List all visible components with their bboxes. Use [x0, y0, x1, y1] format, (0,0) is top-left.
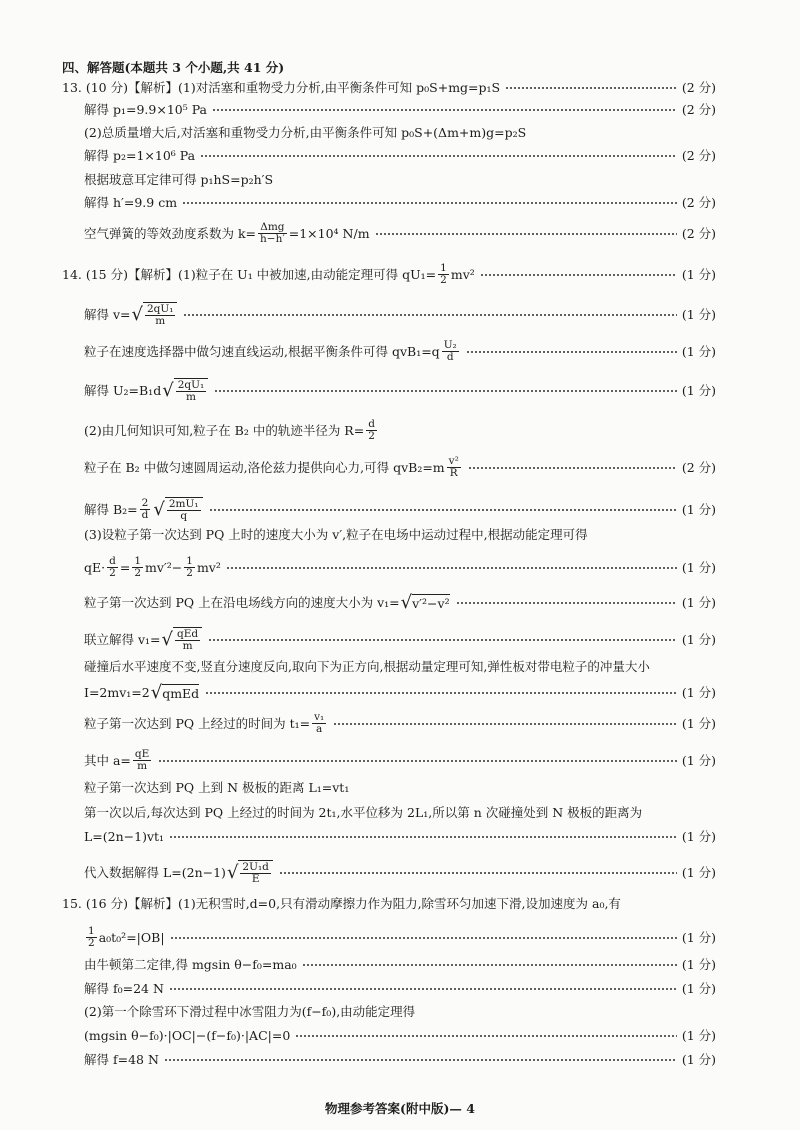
leader-dots: [169, 836, 677, 838]
fraction: $\frac{1}{2}$: [186, 555, 193, 579]
leader-dots: [468, 467, 677, 469]
fraction: $\frac{\text{U₂}}{d}$: [443, 339, 457, 363]
leader-dots: [212, 109, 677, 111]
q13-line: 解得 p₂=1×10⁶ Pa (2 分): [84, 148, 716, 163]
sqrt-expression: √ qmEd: [150, 682, 200, 703]
leader-dots: [214, 390, 677, 392]
leader-dots: [466, 351, 677, 353]
q14-line: 粒子第一次达到 PQ 上经过的时间为 t₁= $\frac{\text{v₁}}{a}$ (1 分): [84, 711, 716, 735]
leader-dots: [183, 314, 676, 316]
fraction: $\frac{d}{2}$: [109, 555, 116, 579]
q13-line: (2)总质量增大后,对活塞和重物受力分析,由平衡条件可知 p₀S+(Δm+m)g=p₂S: [84, 125, 527, 140]
q14-line: 其中 a= $\frac{qE}{m}$ (1 分): [84, 748, 716, 772]
leader-dots: [302, 964, 677, 966]
sqrt-expression: √ $\frac{\text{2U₁d}}{E}$: [227, 860, 273, 885]
section-title: 四、解答题(本题共 3 个小题,共 41 分): [62, 60, 285, 75]
leader-dots: [158, 760, 677, 762]
sqrt-expression: √ $\frac{\text{2qU₁}}{m}$: [162, 378, 208, 403]
leader-dots: [208, 639, 677, 641]
leader-dots: [279, 872, 677, 874]
q15-line: 解得 f₀=24 N (1 分): [84, 981, 716, 996]
q14-line: 解得 v= √ $\frac{\text{2qU₁}}{m}$ (1 分): [84, 303, 716, 327]
leader-dots: [226, 567, 677, 569]
fraction: $\frac{\text{Δmg}}{h-h'}$: [260, 221, 285, 245]
sqrt-expression: √ $\frac{\text{qEd}}{m}$: [162, 627, 203, 652]
sqrt-expression: √ v′²−v²: [400, 592, 450, 613]
leader-dots: [182, 202, 677, 204]
q14-head: 14. (15 分)【解析】(1)粒子在 U₁ 中被加速,由动能定理可得 qU₁= $\frac{1}{2}$ mv² (1 分): [62, 262, 716, 286]
q14-line: 粒子在 B₂ 中做匀速圆周运动,洛伦兹力提供向心力,可得 qvB₂=m $\frac{\text{v²}}{R}$ (2 分): [84, 455, 716, 479]
q14-line: I=2mv₁=2 √ qmEd (1 分): [84, 682, 716, 703]
fraction: $\frac{2}{d}$: [141, 497, 149, 521]
fraction: $\frac{qE}{m}$: [134, 748, 150, 772]
sqrt-expression: √ $\frac{\text{2qU₁}}{m}$: [132, 302, 178, 327]
leader-dots: [169, 988, 677, 990]
q14-line: 粒子第一次达到 PQ 上到 N 极板的距离 L₁=vt₁: [84, 780, 350, 795]
q15-line: 解得 f=48 N (1 分): [84, 1052, 716, 1067]
fraction: $\frac{\text{v²}}{R}$: [448, 455, 459, 479]
leader-dots: [295, 1035, 677, 1037]
leader-dots: [480, 274, 677, 276]
q15-head: 15. (16 分)【解析】(1)无积雪时,d=0,只有滑动摩擦力作为阻力,除雪环匀加速下滑,设加速度为 a₀,有: [62, 896, 621, 911]
q14-line: 解得 U₂=B₁d √ $\frac{\text{2qU₁}}{m}$ (1 分): [84, 379, 716, 403]
q14-line: 解得 B₂= $\frac{2}{d}$ √ $\frac{\text{2mU₁}}{q}$ (1 分): [84, 497, 716, 522]
fraction: $\frac{1}{2}$: [134, 555, 142, 579]
q14-line: L=(2n−1)vt₁ (1 分): [84, 829, 716, 844]
q14-line: (2)由几何知识可知,粒子在 B₂ 中的轨迹半径为 R= $\frac{d}{2}$: [84, 418, 375, 442]
q14-line: 第一次以后,每次达到 PQ 上经过的时间为 2t₁,水平位移为 2L₁,所以第 n 次碰撞处到 N 极板的距离为: [84, 805, 643, 820]
leader-dots: [209, 509, 677, 511]
q14-line: qE· $\frac{d}{2}$ = $\frac{1}{2}$ mv′²− $\frac{1}{2}$ mv² (1 分): [84, 555, 716, 579]
q14-line: 代入数据解得 L=(2n−1) √ $\frac{\text{2U₁d}}{E}$ (1 分): [84, 861, 716, 885]
leader-dots: [200, 155, 677, 157]
leader-dots: [375, 233, 677, 235]
q13-line: 根据玻意耳定律可得 p₁hS=p₂h′S: [84, 172, 274, 187]
fraction: $\frac{d}{2}$: [368, 418, 375, 442]
q14-line: (3)设粒子第一次达到 PQ 上时的速度大小为 v′,粒子在电场中运动过程中,根据动能定理可得: [84, 527, 588, 542]
leader-dots: [505, 87, 677, 89]
sqrt-expression: √ $\frac{\text{2mU₁}}{q}$: [153, 497, 202, 522]
q15-line: $\frac{1}{2}$ a₀t₀²=|OB| (1 分): [88, 925, 716, 949]
leader-dots: [333, 723, 677, 725]
q14-line: 联立解得 v₁= √ $\frac{\text{qEd}}{m}$ (1 分): [84, 628, 716, 652]
q15-line: (mgsin θ−f₀)·|OC|−(f−f₀)·|AC|=0 (1 分): [84, 1028, 716, 1043]
leader-dots: [205, 692, 677, 694]
q14-line: 碰撞后水平速度不变,竖直分速度反向,取向下为正方向,根据动量定理可知,弹性板对带电粒子的冲量大小: [84, 659, 650, 674]
q13-line: 解得 p₁=9.9×10⁵ Pa (2 分): [84, 102, 716, 117]
leader-dots: [164, 1059, 677, 1061]
leader-dots: [456, 602, 677, 604]
q14-line: 粒子第一次达到 PQ 上在沿电场线方向的速度大小为 v₁= √ v′²−v² (1 分): [84, 592, 716, 613]
q13-line: 空气弹簧的等效劲度系数为 k= $\frac{\text{Δmg}}{h-h'}$ =1×10⁴ N/m (2 分): [84, 221, 716, 245]
q15-line: 由牛顿第二定律,得 mgsin θ−f₀=ma₀ (1 分): [84, 957, 716, 972]
fraction: $\frac{\text{v₁}}{a}$: [314, 711, 325, 735]
leader-dots: [170, 937, 677, 939]
q13-head: 13. (10 分)【解析】(1)对活塞和重物受力分析,由平衡条件可知 p₀S+mg=p₁S (2 分): [62, 80, 716, 95]
q14-line: 粒子在速度选择器中做匀速直线运动,根据平衡条件可得 qvB₁=q $\frac{\text{U₂}}{d}$ (1 分): [84, 339, 716, 363]
fraction: $\frac{1}{2}$: [88, 925, 95, 949]
q15-line: (2)第一个除雪环下滑过程中冰雪阻力为(f−f₀),由动能定理得: [84, 1004, 416, 1019]
fraction: $\frac{1}{2}$: [440, 262, 447, 286]
q13-line: 解得 h′=9.9 cm (2 分): [84, 195, 716, 210]
page-footer: 物理参考答案(附中版)— 4: [325, 1101, 475, 1116]
